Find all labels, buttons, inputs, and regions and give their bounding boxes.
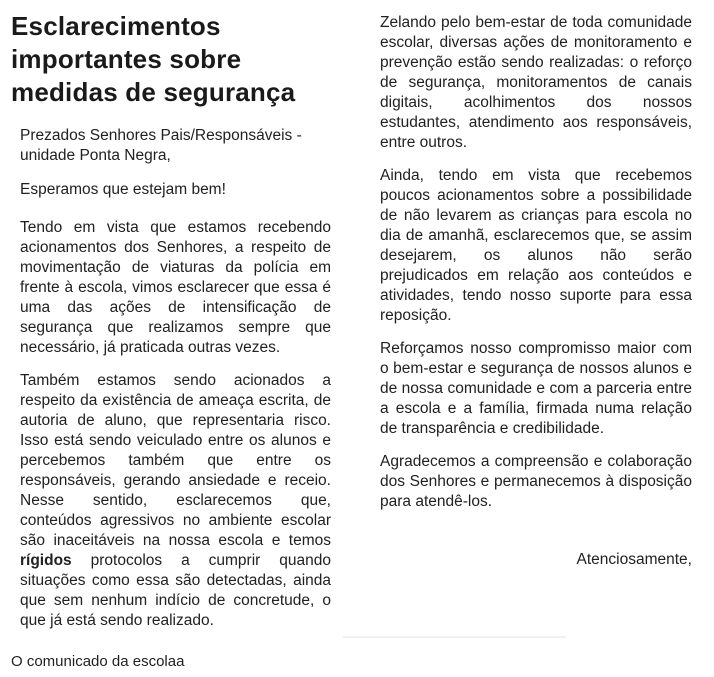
salutation: Esperamos que estejam bem!	[20, 181, 226, 198]
greeting-line-2: unidade Ponta Negra,	[20, 147, 171, 164]
right-paragraph-4: Agradecemos a compreensão e colaboração dos Senhores e permanecemos à disposição para atendê-los.	[380, 453, 692, 510]
right-paragraph-1: Zelando pelo bem-estar de toda comunidade escolar, diversas ações de monitoramento e prevenção estão sendo realizadas: o reforço de segurança, monitoramentos de canais digitais, acolhimentos dos nossos estudantes, atendimento aos responsáveis, entre outros.	[380, 14, 692, 151]
left-column	[20, 126, 331, 644]
left-paragraph-2-after-bold: protocolos a cumprir quando situações como essa são detectadas, ainda que sem nenhum indício de concretude, o que já está sendo realizado.	[20, 552, 331, 629]
greeting	[20, 126, 331, 166]
left-paragraph-1: Tendo em vista que estamos recebendo acionamentos dos Senhores, a respeito de movimentação de viaturas da polícia em frente à escola, vimos esclarecer que essa é uma das ações de intensificação de segurança que realizamos sempre que necessário, já praticada outras vezes.	[20, 219, 331, 356]
photo-caption: O comunicado da escolaa	[11, 653, 185, 670]
right-paragraph-3: Reforçamos nosso compromisso maior com o bem-estar e segurança de nossos alunos e de nossa comunidade e com a parceria entre a escola e a família, firmada numa relação de transparência e credibilidade.	[380, 340, 692, 437]
right-paragraph-2: Ainda, tendo em vista que recebemos poucos acionamentos sobre a possibilidade de não levarem as crianças para escola no dia de amanhã, esclarecemos que, se assim desejarem, os alunos não serão prejudicados em relação aos conteúdos e atividades, tendo nosso suporte para essa reposição.	[380, 167, 692, 324]
article-title: Esclarecimentos importantes sobre medidas de segurança	[11, 11, 296, 107]
divider-line	[343, 636, 566, 638]
greeting-line-1: Prezados Senhores Pais/Responsáveis -	[20, 127, 302, 144]
left-paragraph-2-before-bold: Também estamos sendo acionados a respeito da existência de ameaça escrita, de autoria de aluno, que representaria risco. Isso está sendo veiculado entre os alunos e percebemos também que entre os responsáveis, gerando ansiedade e receio. Nesse sentido, esclarecemos que, conteúdos agressivos no ambiente escolar são inaceitáveis na nossa escola e temos	[20, 372, 331, 549]
right-column	[380, 13, 692, 570]
closing-signoff: Atenciosamente,	[576, 551, 692, 568]
left-paragraph-2	[20, 371, 331, 631]
bold-emphasis-word: rígidos	[20, 552, 72, 569]
